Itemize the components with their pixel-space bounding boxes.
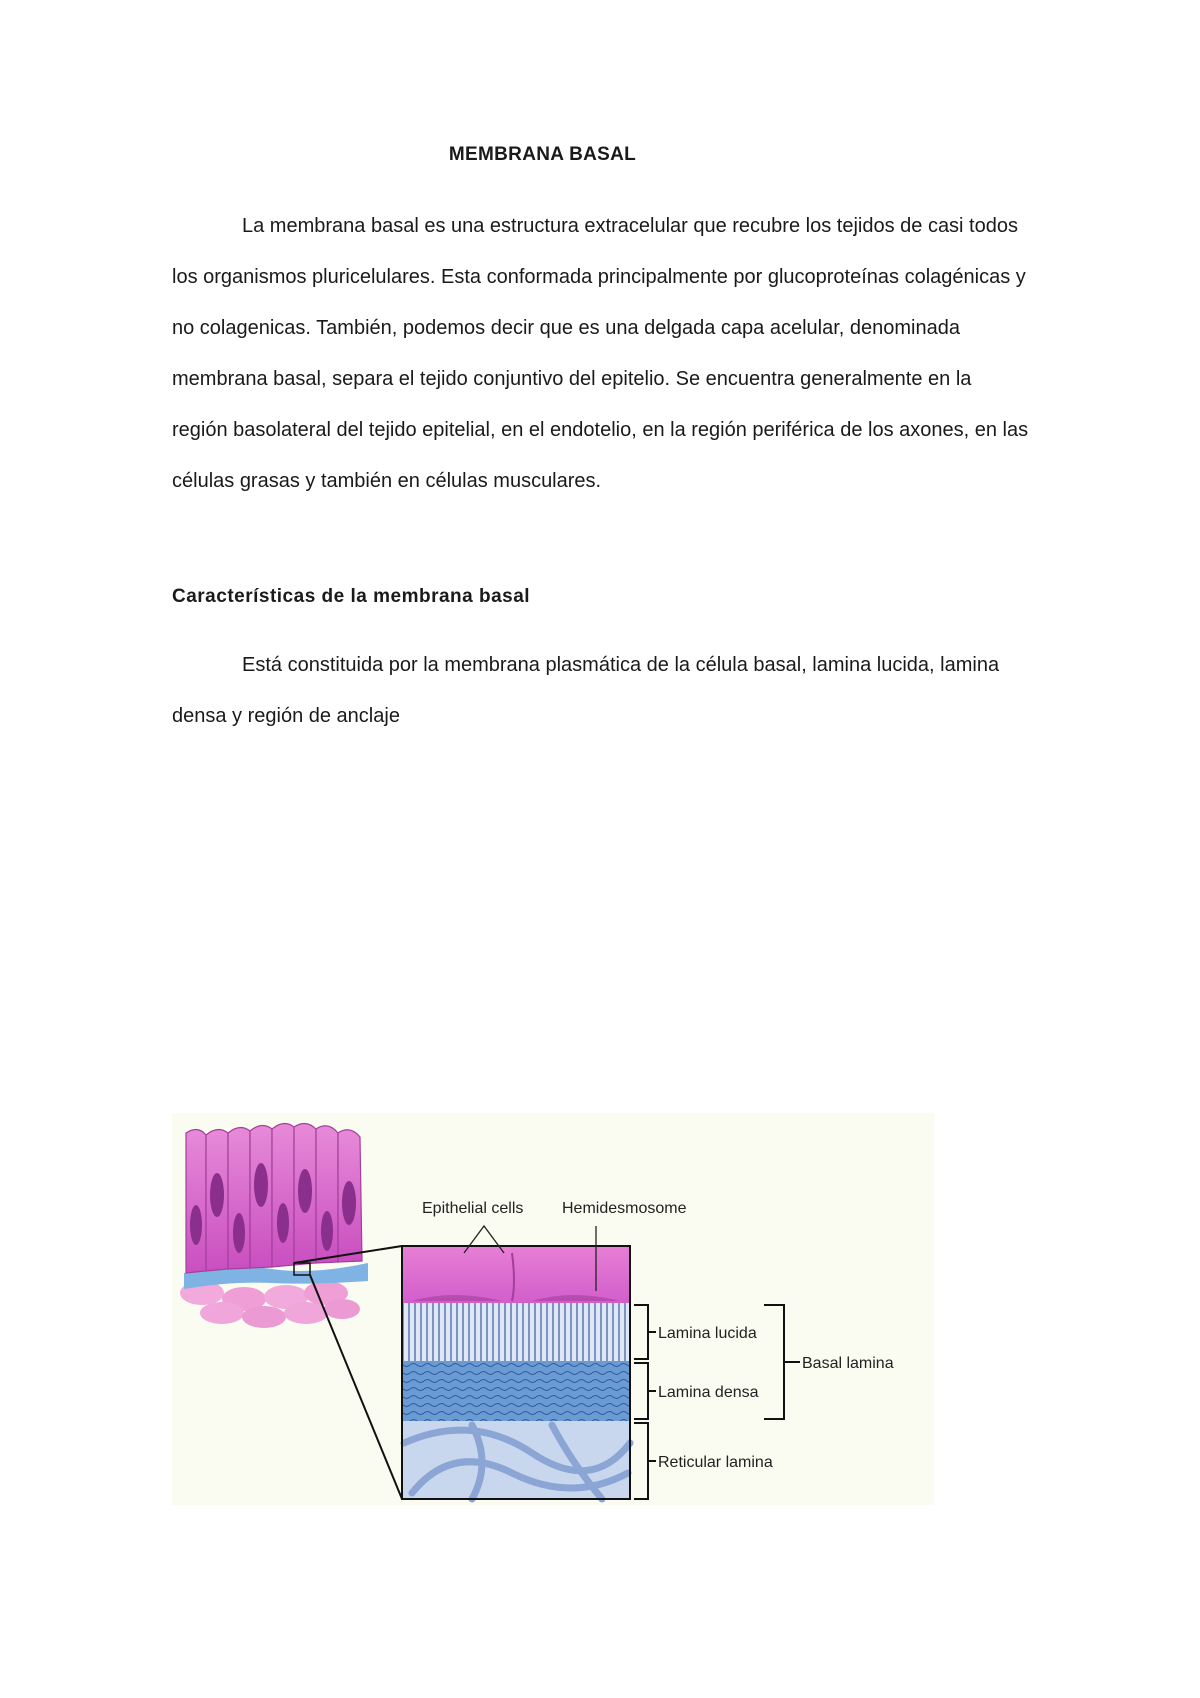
label-lamina-densa: Lamina densa (658, 1384, 759, 1401)
basal-cushion (180, 1281, 360, 1328)
lamina-densa-layer (402, 1361, 630, 1421)
basement-membrane-diagram (172, 1113, 934, 1505)
section-heading: Características de la membrana basal (172, 586, 531, 607)
epithelium-thumbnail (180, 1123, 368, 1328)
label-epithelial-cells: Epithelial cells (422, 1200, 524, 1217)
page-title: MEMBRANA BASAL (448, 144, 637, 165)
label-lamina-lucida: Lamina lucida (658, 1325, 757, 1342)
intro-paragraph (172, 201, 1032, 507)
basement-membrane-figure (172, 1113, 934, 1505)
lamina-lucida-layer (402, 1303, 630, 1361)
intro-paragraph-text: La membrana basal es una estructura extracelular que recubre los tejidos de casi todos los organismos pluricelulares. Esta conformada principalmente por glucoproteínas colagénicas y no colagenicas. También, podemos decir que es una delgada capa acelular, denominada membrana basal, separa el tejido conjuntivo del epitelio. Se encuentra generalmente en la región basolateral del tejido epitelial, en el endotelio, en la región periférica de los axones, en las células grasas y también en células musculares. (172, 215, 1029, 492)
label-hemidesmosome: Hemidesmosome (562, 1200, 687, 1217)
characteristics-paragraph (172, 640, 1032, 742)
label-reticular-lamina: Reticular lamina (658, 1454, 773, 1471)
characteristics-paragraph-text: Está constituida por la membrana plasmática de la célula basal, lamina lucida, lamina densa y región de anclaje (172, 654, 1000, 727)
label-basal-lamina: Basal lamina (802, 1355, 894, 1372)
